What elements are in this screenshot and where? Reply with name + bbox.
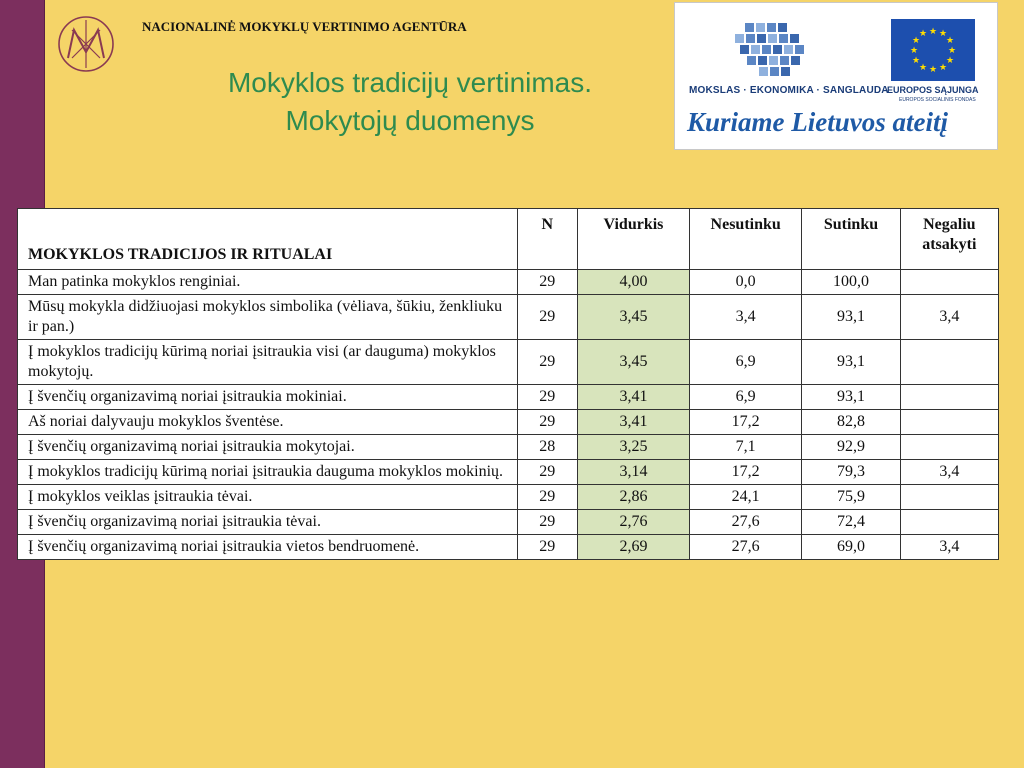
cell-average: 2,69 (577, 535, 689, 560)
agency-name: NACIONALINĖ MOKYKLŲ VERTINIMO AGENTŪRA (142, 19, 467, 34)
cell-n: 29 (517, 485, 577, 510)
cell-agree: 72,4 (802, 510, 900, 535)
table-header-row (18, 209, 999, 270)
header-average: Vidurkis (577, 209, 689, 270)
cell-agree: 93,1 (802, 295, 900, 340)
header-n: N (517, 209, 577, 270)
table-row (18, 535, 999, 560)
cell-disagree: 27,6 (689, 535, 801, 560)
cell-statement: Į mokyklos tradicijų kūrimą noriai įsitraukia dauguma mokyklos mokinių. (18, 460, 518, 485)
title-line-2: Mokytojų duomenys (285, 105, 535, 136)
svg-text:★: ★ (928, 27, 938, 37)
eu-subcaption: EUROPOS SOCIALINIS FONDAS (899, 97, 976, 103)
cell-cannot-answer (900, 485, 998, 510)
table-row (18, 435, 999, 460)
cell-cannot-answer (900, 435, 998, 460)
cell-cannot-answer (900, 340, 998, 385)
cell-statement: Aš noriai dalyvauju mokyklos šventėse. (18, 410, 518, 435)
cell-average: 2,76 (577, 510, 689, 535)
svg-text:★: ★ (938, 63, 948, 73)
esf-banner (674, 2, 998, 150)
cell-statement: Į mokyklos tradicijų kūrimą noriai įsitraukia visi (ar dauguma) mokyklos mokytojų. (18, 340, 518, 385)
cell-agree: 75,9 (802, 485, 900, 510)
cell-agree: 69,0 (802, 535, 900, 560)
cell-agree: 100,0 (802, 270, 900, 295)
cell-statement: Į švenčių organizavimą noriai įsitraukia tėvai. (18, 510, 518, 535)
cell-disagree: 17,2 (689, 460, 801, 485)
cell-disagree: 3,4 (689, 295, 801, 340)
cell-agree: 93,1 (802, 340, 900, 385)
cell-n: 29 (517, 385, 577, 410)
cell-statement: Į švenčių organizavimą noriai įsitraukia mokiniai. (18, 385, 518, 410)
header-disagree: Nesutinku (689, 209, 801, 270)
svg-text:★: ★ (918, 63, 928, 73)
cell-n: 29 (517, 340, 577, 385)
svg-text:★: ★ (947, 46, 957, 56)
cell-disagree: 0,0 (689, 270, 801, 295)
cell-average: 3,41 (577, 410, 689, 435)
table-row (18, 385, 999, 410)
cell-average: 3,45 (577, 295, 689, 340)
table-row (18, 410, 999, 435)
cell-average: 2,86 (577, 485, 689, 510)
table-row (18, 485, 999, 510)
table-row (18, 295, 999, 340)
cell-average: 3,14 (577, 460, 689, 485)
cell-cannot-answer (900, 410, 998, 435)
cell-cannot-answer: 3,4 (900, 295, 998, 340)
title-line-1: Mokyklos tradicijų vertinimas. (227, 67, 593, 98)
cell-agree: 79,3 (802, 460, 900, 485)
page-title (150, 64, 670, 140)
cell-n: 28 (517, 435, 577, 460)
cell-n: 29 (517, 510, 577, 535)
cell-agree: 92,9 (802, 435, 900, 460)
svg-text:★: ★ (928, 65, 938, 75)
cell-disagree: 17,2 (689, 410, 801, 435)
svg-text:★: ★ (918, 29, 928, 39)
banner-slogan: Kuriame Lietuvos ateitį (687, 107, 948, 137)
eu-caption: EUROPOS SĄJUNGA (887, 85, 979, 95)
svg-text:★: ★ (945, 56, 955, 66)
svg-text:★: ★ (911, 56, 921, 66)
svg-text:★: ★ (911, 36, 921, 46)
table-row (18, 460, 999, 485)
tradition-table (17, 208, 999, 560)
eu-flag-icon (891, 19, 975, 81)
cell-statement: Man patinka mokyklos renginiai. (18, 270, 518, 295)
cell-agree: 82,8 (802, 410, 900, 435)
header-cannot-answer: Negaliu atsakyti (900, 209, 998, 270)
table-row (18, 340, 999, 385)
cell-cannot-answer (900, 510, 998, 535)
cell-n: 29 (517, 270, 577, 295)
table-row (18, 270, 999, 295)
cell-cannot-answer: 3,4 (900, 535, 998, 560)
cell-statement: Į mokyklos veiklas įsitraukia tėvai. (18, 485, 518, 510)
cell-n: 29 (517, 295, 577, 340)
svg-text:★: ★ (938, 29, 948, 39)
header-agree: Sutinku (802, 209, 900, 270)
cell-disagree: 24,1 (689, 485, 801, 510)
svg-text:★: ★ (945, 36, 955, 46)
svg-text:★: ★ (909, 46, 919, 56)
cell-average: 3,41 (577, 385, 689, 410)
mosaic-caption: MOKSLAS · EKONOMIKA · SANGLAUDA (689, 85, 889, 96)
mosaic-logo-icon (735, 19, 815, 81)
cell-cannot-answer (900, 270, 998, 295)
cell-agree: 93,1 (802, 385, 900, 410)
cell-disagree: 6,9 (689, 385, 801, 410)
cell-average: 4,00 (577, 270, 689, 295)
cell-n: 29 (517, 410, 577, 435)
cell-cannot-answer: 3,4 (900, 460, 998, 485)
cell-n: 29 (517, 535, 577, 560)
cell-disagree: 6,9 (689, 340, 801, 385)
agency-logo (54, 12, 132, 80)
cell-average: 3,45 (577, 340, 689, 385)
cell-statement: Mūsų mokykla didžiuojasi mokyklos simbolika (vėliava, šūkiu, ženkliuku ir pan.) (18, 295, 518, 340)
cell-statement: Į švenčių organizavimą noriai įsitraukia vietos bendruomenė. (18, 535, 518, 560)
cell-average: 3,25 (577, 435, 689, 460)
header-statement: MOKYKLOS TRADICIJOS IR RITUALAI (18, 209, 518, 270)
cell-n: 29 (517, 460, 577, 485)
cell-cannot-answer (900, 385, 998, 410)
cell-disagree: 27,6 (689, 510, 801, 535)
table-row (18, 510, 999, 535)
cell-disagree: 7,1 (689, 435, 801, 460)
cell-statement: Į švenčių organizavimą noriai įsitraukia mokytojai. (18, 435, 518, 460)
